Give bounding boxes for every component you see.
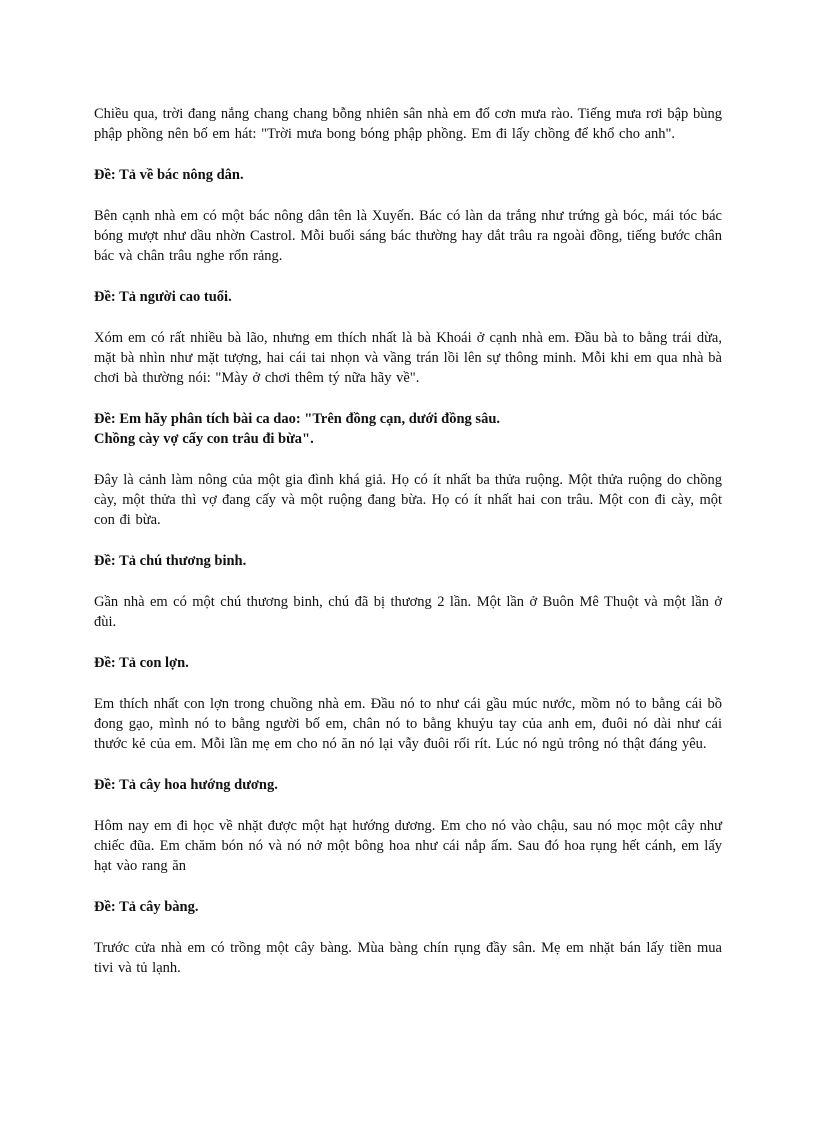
section-heading: Đề: Tả chú thương binh.: [94, 553, 247, 569]
section-body: Bên cạnh nhà em có một bác nông dân tên là Xuyến. Bác có làn da trắng như trứng gà bóc, mái tóc bác bóng mượt như dầu nhờn Castrol. Mỗi buổi sáng bác thường hay dắt trâu ra ngoài đồng, tiếng bước chân bác và chân trâu nghe rổn rảng.: [94, 208, 722, 264]
document-page: [94, 104, 722, 999]
intro-paragraph: Chiều qua, trời đang nắng chang chang bỗng nhiên sân nhà em đổ cơn mưa rào. Tiếng mưa rơi bập bùng phập phồng nên bố em hát: "Trời mưa bong bóng phập phồng. Em đi lấy chồng để khổ cho anh".: [94, 106, 722, 142]
section-heading: Đề: Tả về bác nông dân.: [94, 167, 244, 183]
section-body: Trước cửa nhà em có trồng một cây bàng. Mùa bàng chín rụng đầy sân. Mẹ em nhặt bán lấy tiền mua tivi và tủ lạnh.: [94, 940, 722, 976]
section-body: Xóm em có rất nhiều bà lão, nhưng em thích nhất là bà Khoái ở cạnh nhà em. Đầu bà to bằng trái dừa, mặt bà nhìn như mặt tượng, hai cái tai nhọn và vầng trán lồi lên sự thông minh. Mỗi khi em qua nhà bà chơi bà thường nói: "Mày ở chơi thêm tý nữa hãy về".: [94, 330, 722, 386]
section-sunflower: [94, 775, 722, 876]
section-body: Gần nhà em có một chú thương binh, chú đã bị thương 2 lần. Một lần ở Buôn Mê Thuột và một lần ở đùi.: [94, 594, 722, 630]
section-almond-tree: [94, 897, 722, 978]
section-heading: Đề: Tả người cao tuổi.: [94, 289, 232, 305]
section-heading: Đề: Tả con lợn.: [94, 655, 189, 671]
section-pig: [94, 653, 722, 754]
section-heading-line-2: Chồng cày vợ cấy con trâu đi bừa".: [94, 431, 314, 447]
section-farmer: [94, 165, 722, 266]
section-heading-line-1: Đề: Em hãy phân tích bài ca dao: "Trên đồng cạn, dưới đồng sâu.: [94, 411, 501, 427]
section-veteran: [94, 551, 722, 632]
section-body: Em thích nhất con lợn trong chuồng nhà em. Đầu nó to như cái gầu múc nước, mồm nó to bằng cái bồ đong gạo, mình nó to bằng người bố em, chân nó to bằng khuỷu tay của anh em, đuôi nó dài như cái thước kẻ của em. Mỗi lần mẹ em cho nó ăn nó lại vẫy đuôi rối rít. Lúc nó ngủ trông nó thật đáng yêu.: [94, 696, 722, 752]
section-folk-verse: [94, 409, 722, 530]
section-heading: Đề: Tả cây bàng.: [94, 899, 199, 915]
section-body: Đây là cảnh làm nông của một gia đình khá giả. Họ có ít nhất ba thửa ruộng. Một thửa ruộng do chồng cày, một thửa thì vợ đang cấy và một ruộng đang bừa. Họ có ít nhất hai con trâu. Một con đi cày, một con đi bừa.: [94, 472, 722, 528]
section-heading: Đề: Tả cây hoa hướng dương.: [94, 777, 278, 793]
section-elderly: [94, 287, 722, 388]
section-body: Hôm nay em đi học về nhặt được một hạt hướng dương. Em cho nó vào chậu, sau nó mọc một cây như chiếc đũa. Em chăm bón nó và nó nở một bông hoa như cái nắp ấm. Sau đó hoa rụng hết cánh, em lấy hạt vào rang ăn: [94, 818, 722, 874]
section-heading: [94, 409, 722, 449]
